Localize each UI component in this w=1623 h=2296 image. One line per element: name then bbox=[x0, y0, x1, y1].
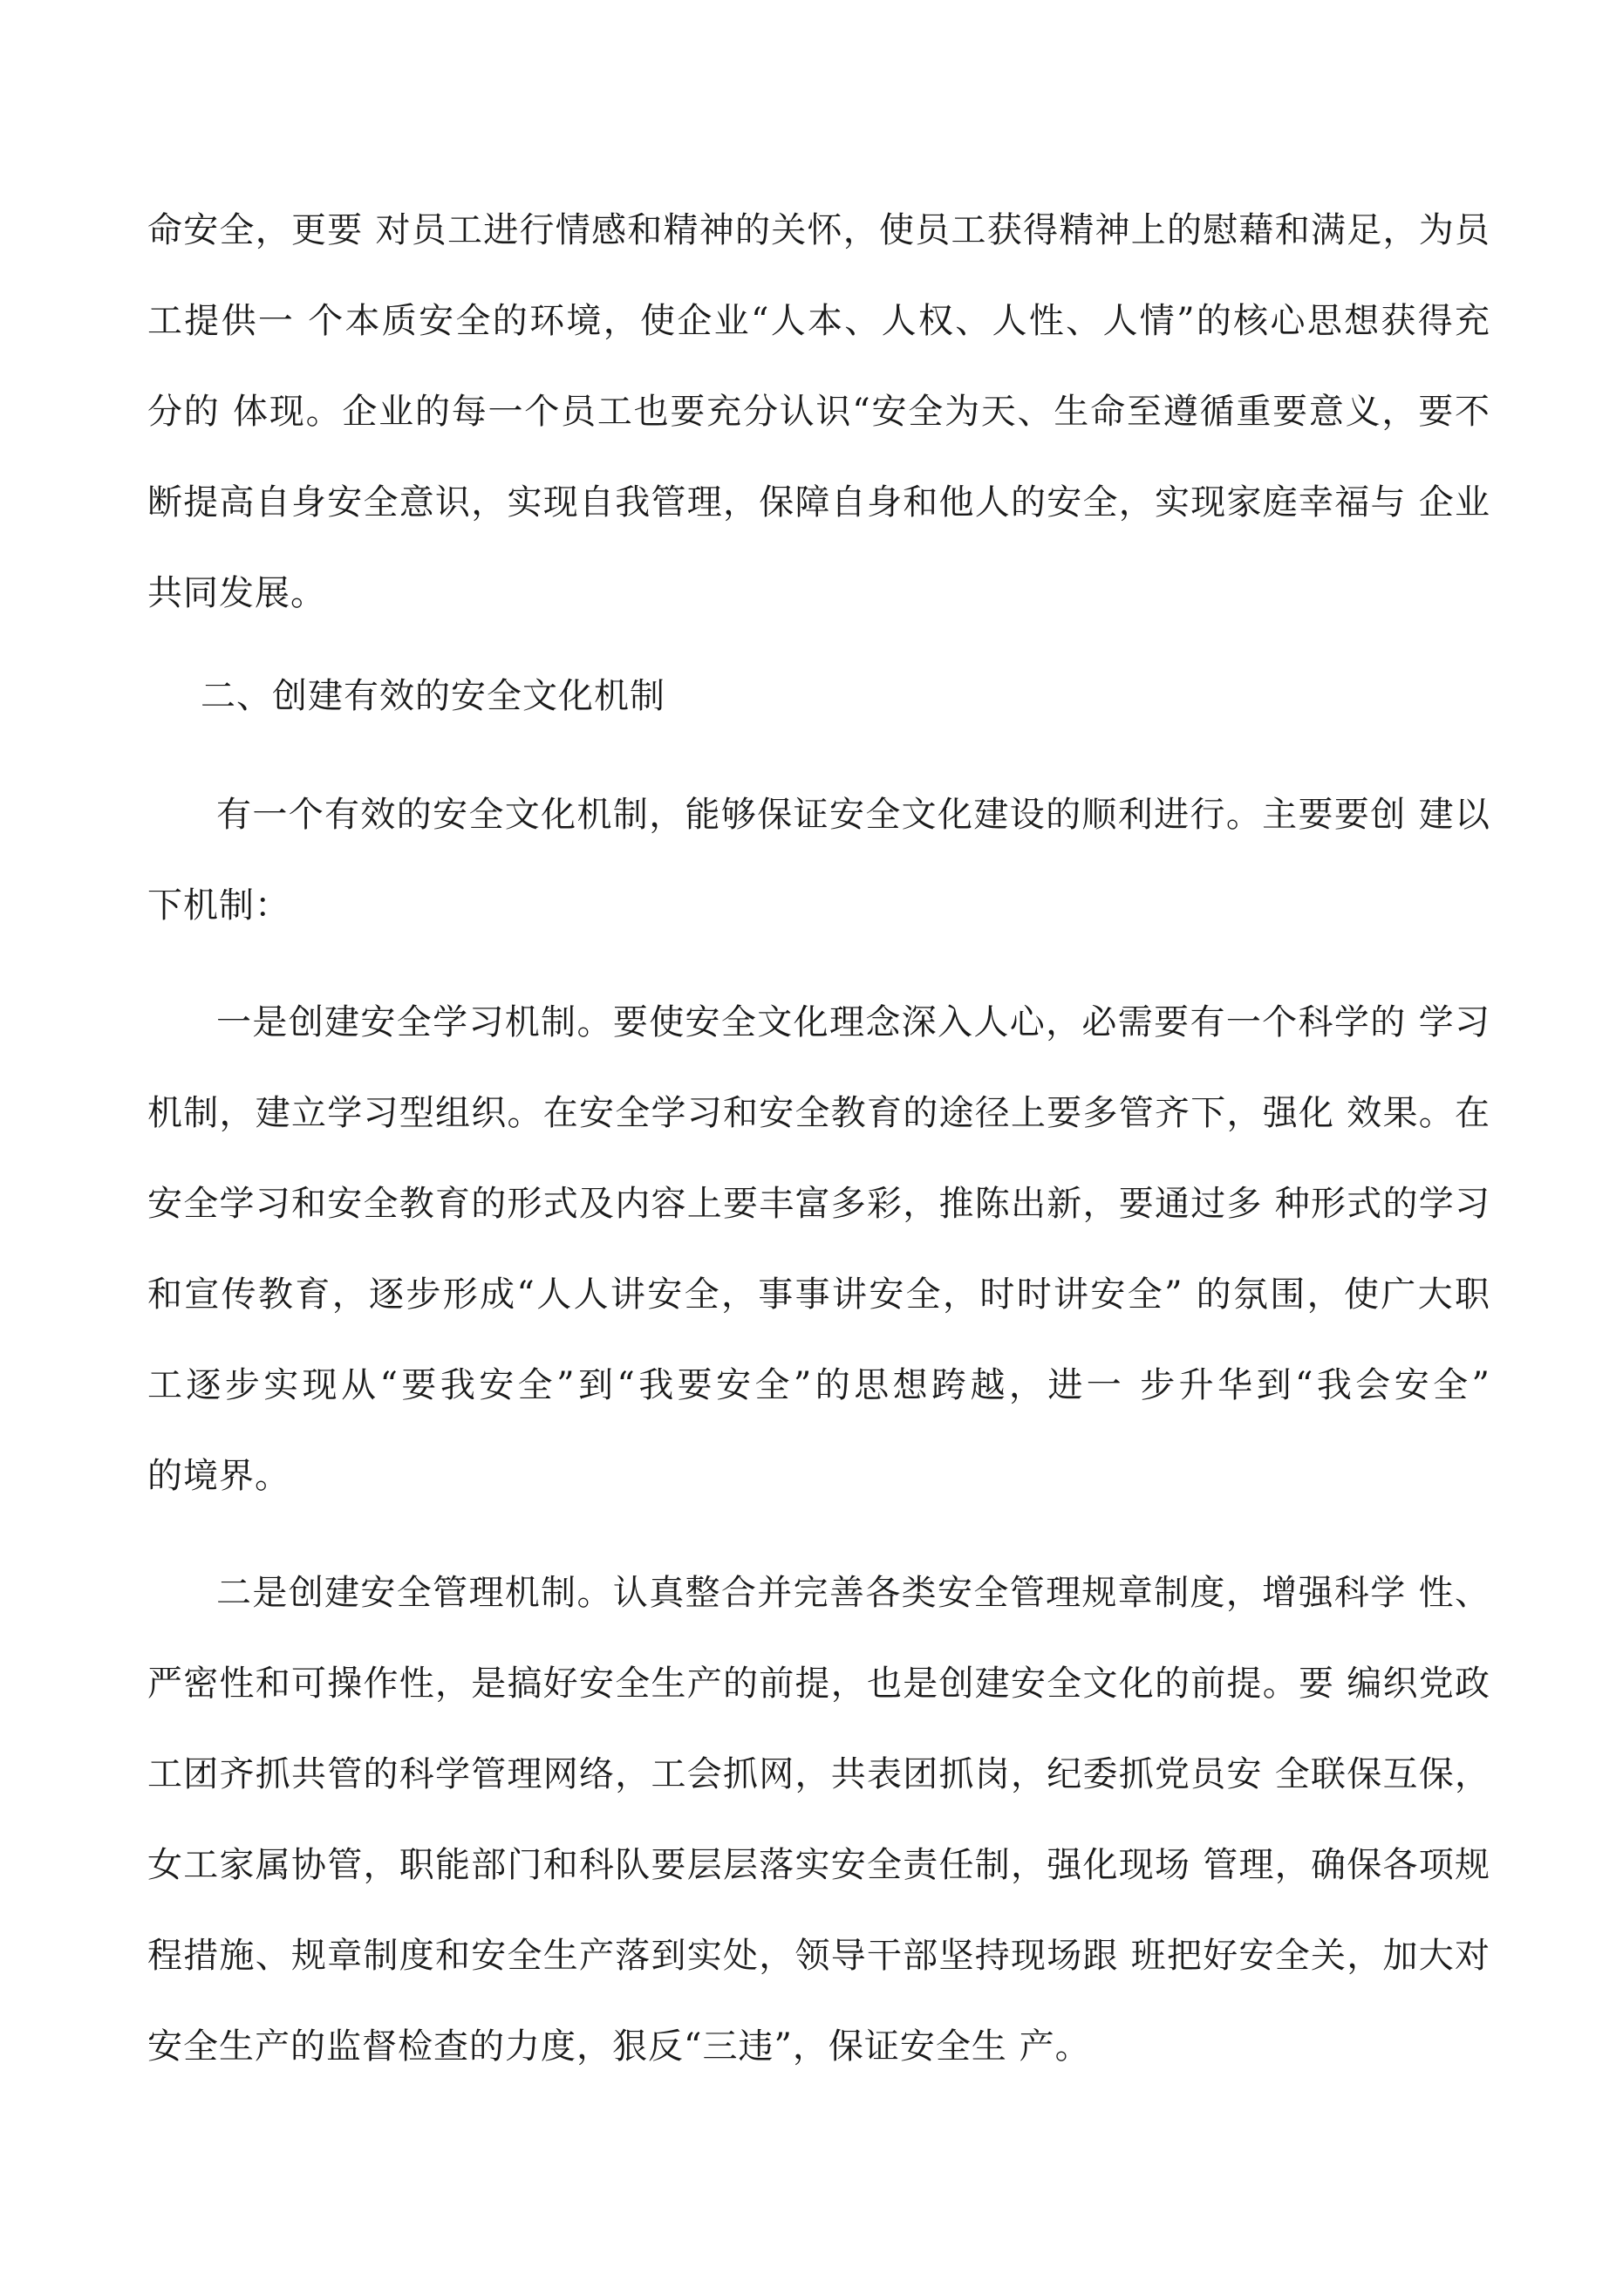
paragraph-1-line-5: 共同发展。 bbox=[147, 573, 326, 613]
paragraph-3-line-6: 的境界。 bbox=[147, 1456, 290, 1496]
paragraph-3-line-4: 和宣传教育，逐步形成“人人讲安全，事事讲安全，时时讲安全” 的氛围，使广大职 bbox=[147, 1274, 1490, 1315]
paragraph-4-line-4: 女工家属协管，职能部门和科队要层层落实安全责任制，强化现场 管理，确保各项规 bbox=[147, 1845, 1490, 1885]
paragraph-4-line-3: 工团齐抓共管的科学管理网络，工会抓网，共表团抓岗，纪委抓党员安 全联保互保， bbox=[147, 1754, 1490, 1794]
paragraph-1-line-4: 断提高自身安全意识，实现自我管理，保障自身和他人的安全，实现家庭幸福与 企业 bbox=[147, 482, 1490, 523]
paragraph-4-line-1: 二是创建安全管理机制。认真整合并完善各类安全管理规章制度，增强科学 性、 bbox=[216, 1573, 1490, 1613]
paragraph-2-line-2: 下机制： bbox=[147, 885, 290, 926]
paragraph-3-line-3: 安全学习和安全教育的形式及内容上要丰富多彩，推陈出新，要通过多 种形式的学习 bbox=[147, 1184, 1490, 1224]
paragraph-2-line-1: 有一个有效的安全文化机制，能够保证安全文化建设的顺利进行。主要要创 建以 bbox=[216, 795, 1490, 835]
paragraph-4-line-5: 程措施、规章制度和安全生产落到实处，领导干部坚持现场跟 班把好安全关，加大对 bbox=[147, 1936, 1490, 1976]
paragraph-3-line-5: 工逐步实现从“要我安全”到“我要安全”的思想跨越，进一 步升华到“我会安全” bbox=[147, 1365, 1490, 1405]
paragraph-1-line-2: 工提供一 个本质安全的环境，使企业“人本、人权、人性、人情”的核心思想获得充 bbox=[147, 301, 1490, 341]
paragraph-1-line-1: 命安全，更要 对员工进行情感和精神的关怀，使员工获得精神上的慰藉和满足，为员 bbox=[147, 210, 1490, 250]
paragraph-3-line-2: 机制，建立学习型组织。在安全学习和安全教育的途径上要多管齐下，强化 效果。在 bbox=[147, 1093, 1490, 1133]
paragraph-1-line-3: 分的 体现。企业的每一个员工也要充分认识“安全为天、生命至遵循重要意义，要不 bbox=[147, 392, 1490, 432]
section-heading: 二、创建有效的安全文化机制 bbox=[201, 676, 665, 716]
paragraph-3-line-1: 一是创建安全学习机制。要使安全文化理念深入人心，必需要有一个科学的 学习 bbox=[216, 1002, 1490, 1042]
paragraph-4-line-6: 安全生产的监督检查的力度，狠反“三违”，保证安全生 产。 bbox=[147, 2026, 1091, 2067]
paragraph-4-line-2: 严密性和可操作性，是搞好安全生产的前提，也是创建安全文化的前提。要 编织党政 bbox=[147, 1664, 1490, 1704]
